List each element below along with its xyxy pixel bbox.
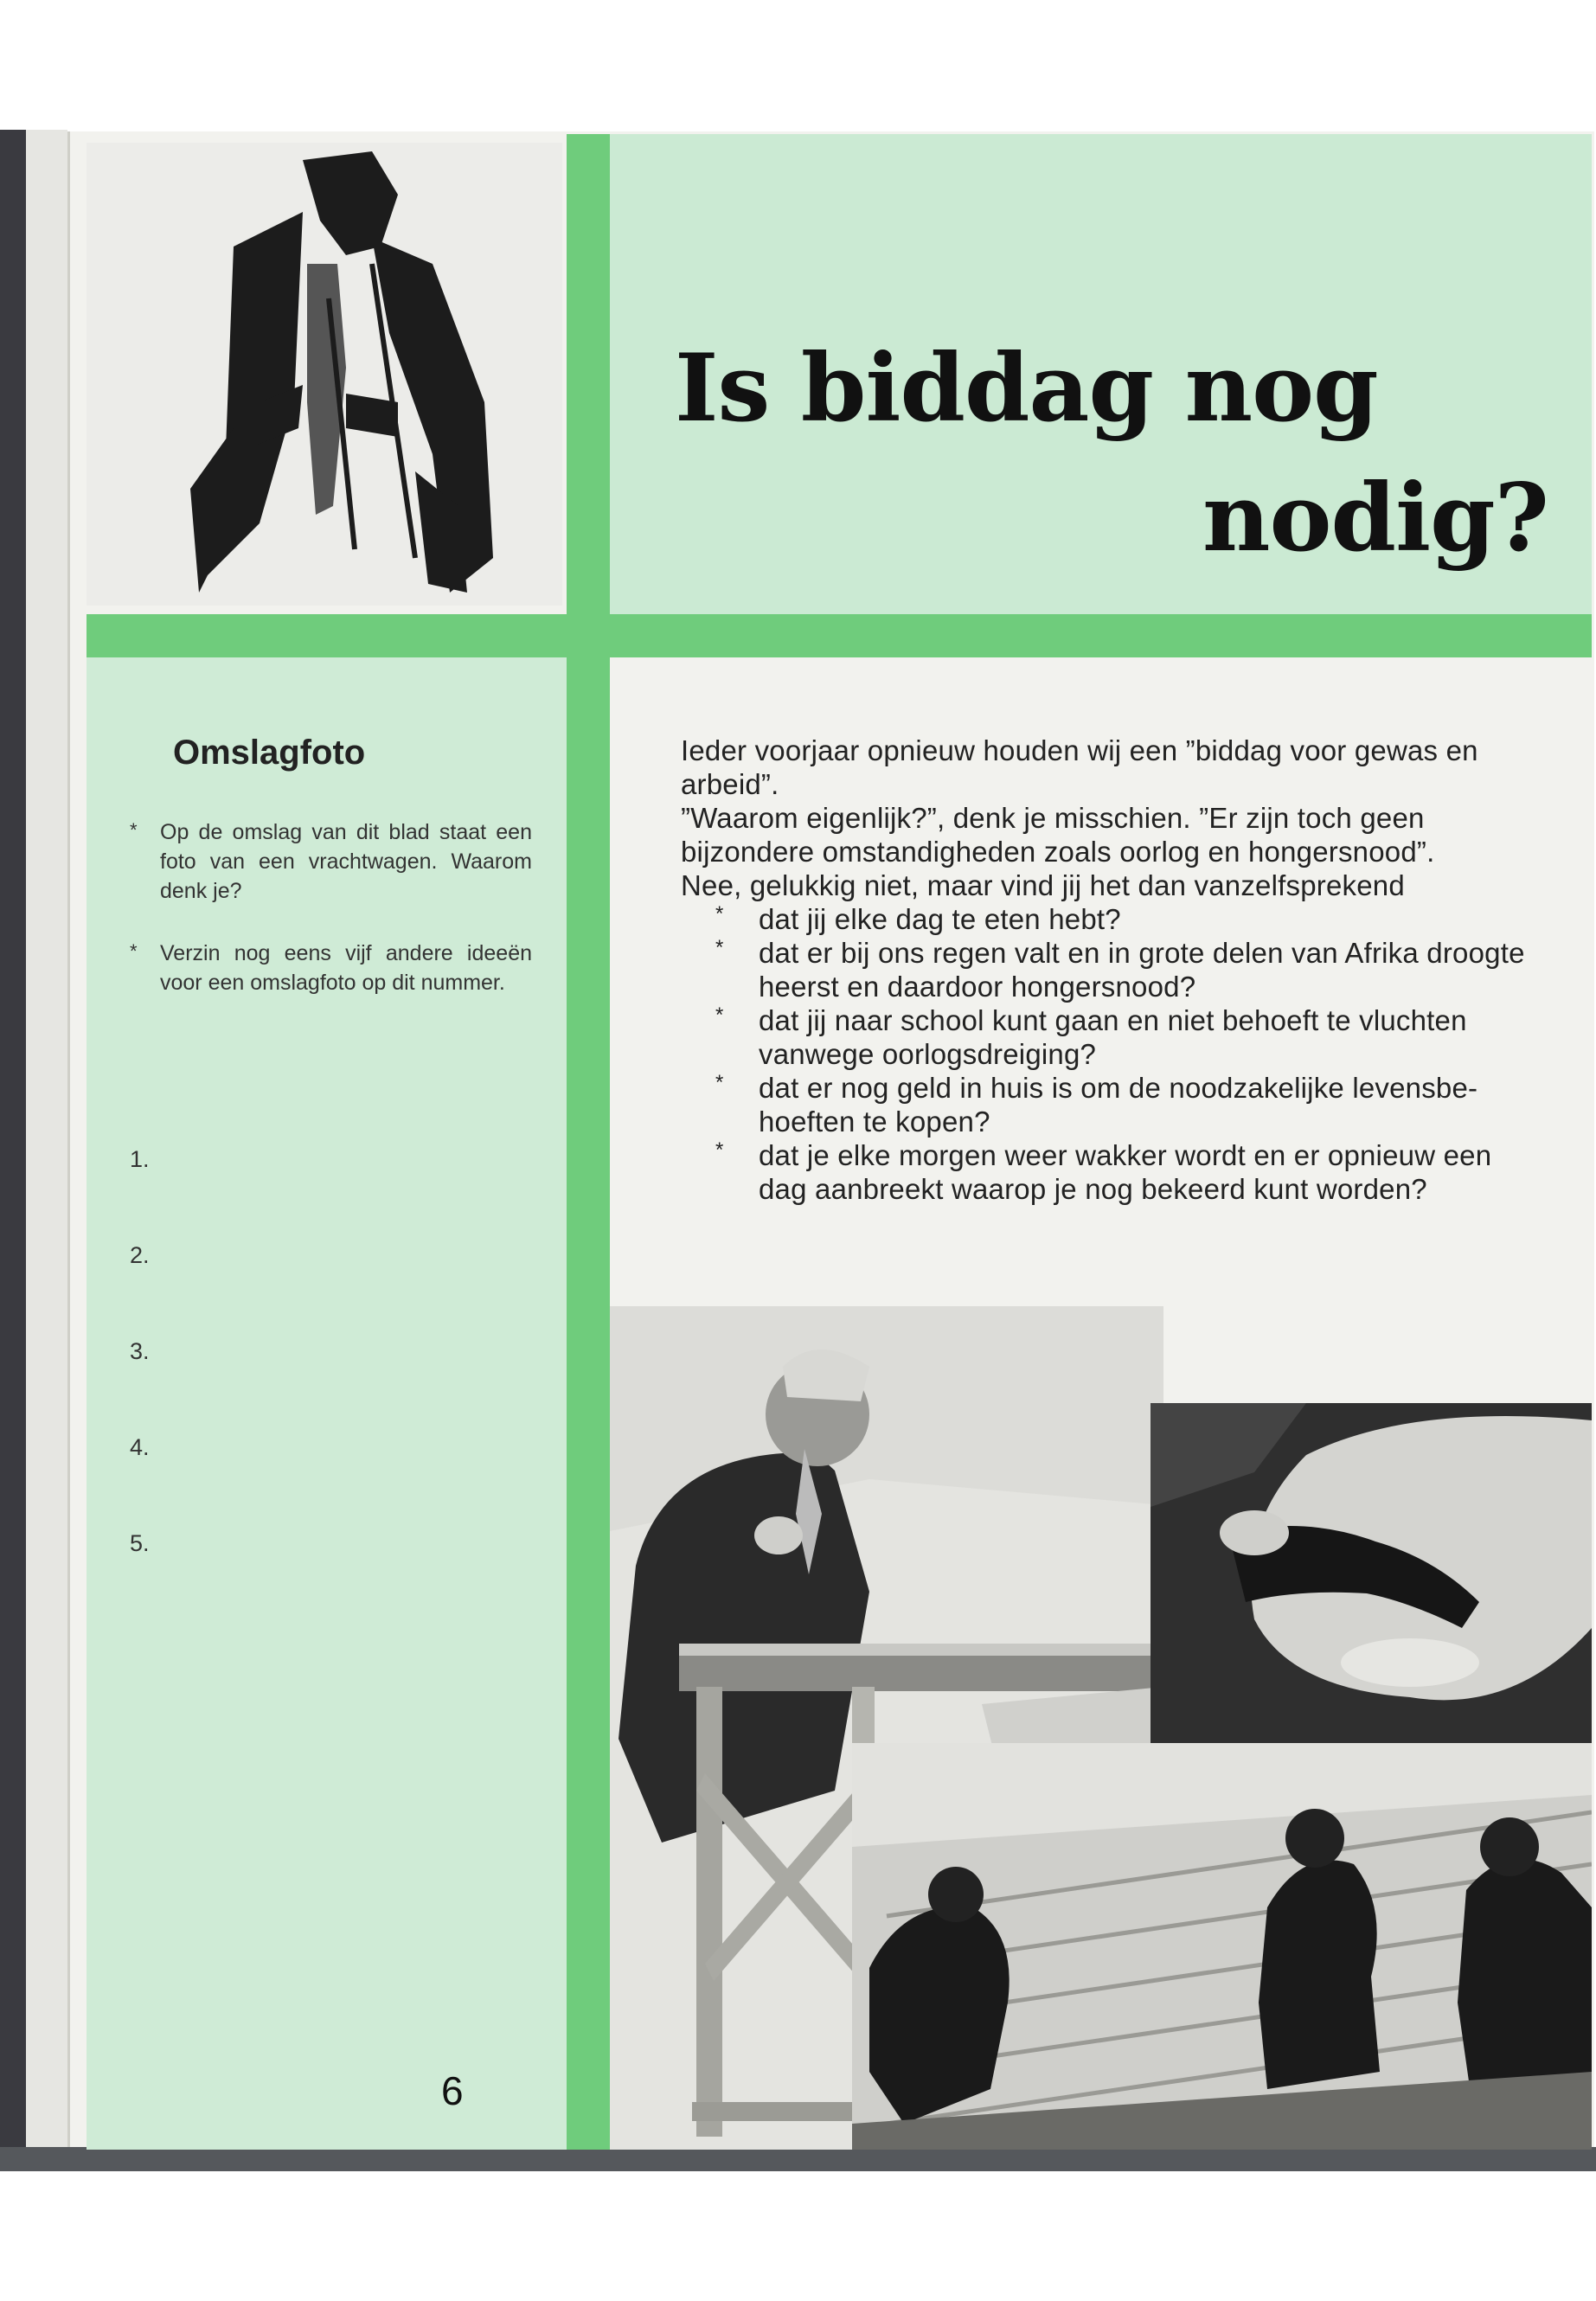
page-title-line1: Is biddag nog — [675, 334, 1378, 443]
bullet-star: * — [715, 1071, 724, 1094]
sidebar-list — [117, 817, 532, 1030]
article-paragraph: ”Waarom eigenlijk?”, denk je misschien. ”Er zijn toch geen bijzondere omstandigheden zoals oorlog en hongersnood”. — [681, 802, 1435, 868]
photo-roof-workers — [852, 1743, 1592, 2150]
bottom-edge — [0, 2147, 1596, 2171]
bullet-star: * — [715, 936, 724, 959]
green-vertical-bar — [567, 134, 610, 2150]
page-title-line2: nodig? — [1202, 464, 1548, 573]
answer-number: 5. — [130, 1530, 150, 1556]
sidebar-item-text: Verzin nog eens vijf andere ideeën voor een omslagfoto op dit nummer. — [160, 941, 532, 995]
article-bullet-text: dat er nog geld in huis is om de noodzakelijke levensbehoeften te kopen? — [759, 1072, 1478, 1138]
green-horizontal-bar — [87, 614, 1592, 657]
article-bullet — [681, 1003, 1546, 1071]
article-bullet-text: dat jij elke dag te eten hebt? — [759, 903, 1121, 935]
article-bullet — [681, 936, 1546, 1003]
page-number: 6 — [441, 2068, 464, 2113]
answer-number: 2. — [130, 1242, 150, 1268]
bullet-star: * — [130, 940, 138, 962]
sidebar-item — [117, 817, 532, 906]
article-bullet — [681, 902, 1546, 936]
answer-number: 3. — [130, 1338, 150, 1364]
bullet-star: * — [715, 1138, 724, 1162]
article-bullet-text: dat je elke morgen weer wakker wordt en er opnieuw een dag aanbreekt waarop je nog bekeerd kunt worden? — [759, 1139, 1492, 1205]
answer-number: 1. — [130, 1146, 150, 1172]
article-bullet — [681, 1138, 1546, 1206]
sidebar-item — [117, 939, 532, 997]
bullet-star: * — [715, 902, 724, 926]
photo-hands — [1151, 1403, 1592, 1766]
bullet-star: * — [715, 1003, 724, 1027]
book-binding — [0, 130, 26, 2154]
article-paragraph: Nee, gelukkig niet, maar vind jij het dan vanzelfsprekend — [681, 869, 1405, 901]
article-paragraph: Ieder voorjaar opnieuw houden wij een ”biddag voor gewas en arbeid”. — [681, 734, 1478, 800]
sidebar-heading: Omslagfoto — [173, 734, 366, 772]
bullet-star: * — [130, 819, 138, 841]
praying-figure-illustration — [87, 143, 562, 606]
article-body — [681, 734, 1546, 1206]
article-bullet-text: dat er bij ons regen valt en in grote delen van Afrika droogte heerst en daardoor hongersnood? — [759, 937, 1525, 1003]
answer-number: 4. — [130, 1434, 150, 1460]
article-bullet-text: dat jij naar school kunt gaan en niet behoeft te vluchten vanwege oorlogsdreiging? — [759, 1004, 1467, 1070]
answer-number-list — [130, 1146, 150, 1626]
sidebar-item-text: Op de omslag van dit blad staat een foto van een vrachtwagen. Waarom denk je? — [160, 820, 532, 903]
article-bullet-list — [681, 902, 1546, 1206]
article-bullet — [681, 1071, 1546, 1138]
